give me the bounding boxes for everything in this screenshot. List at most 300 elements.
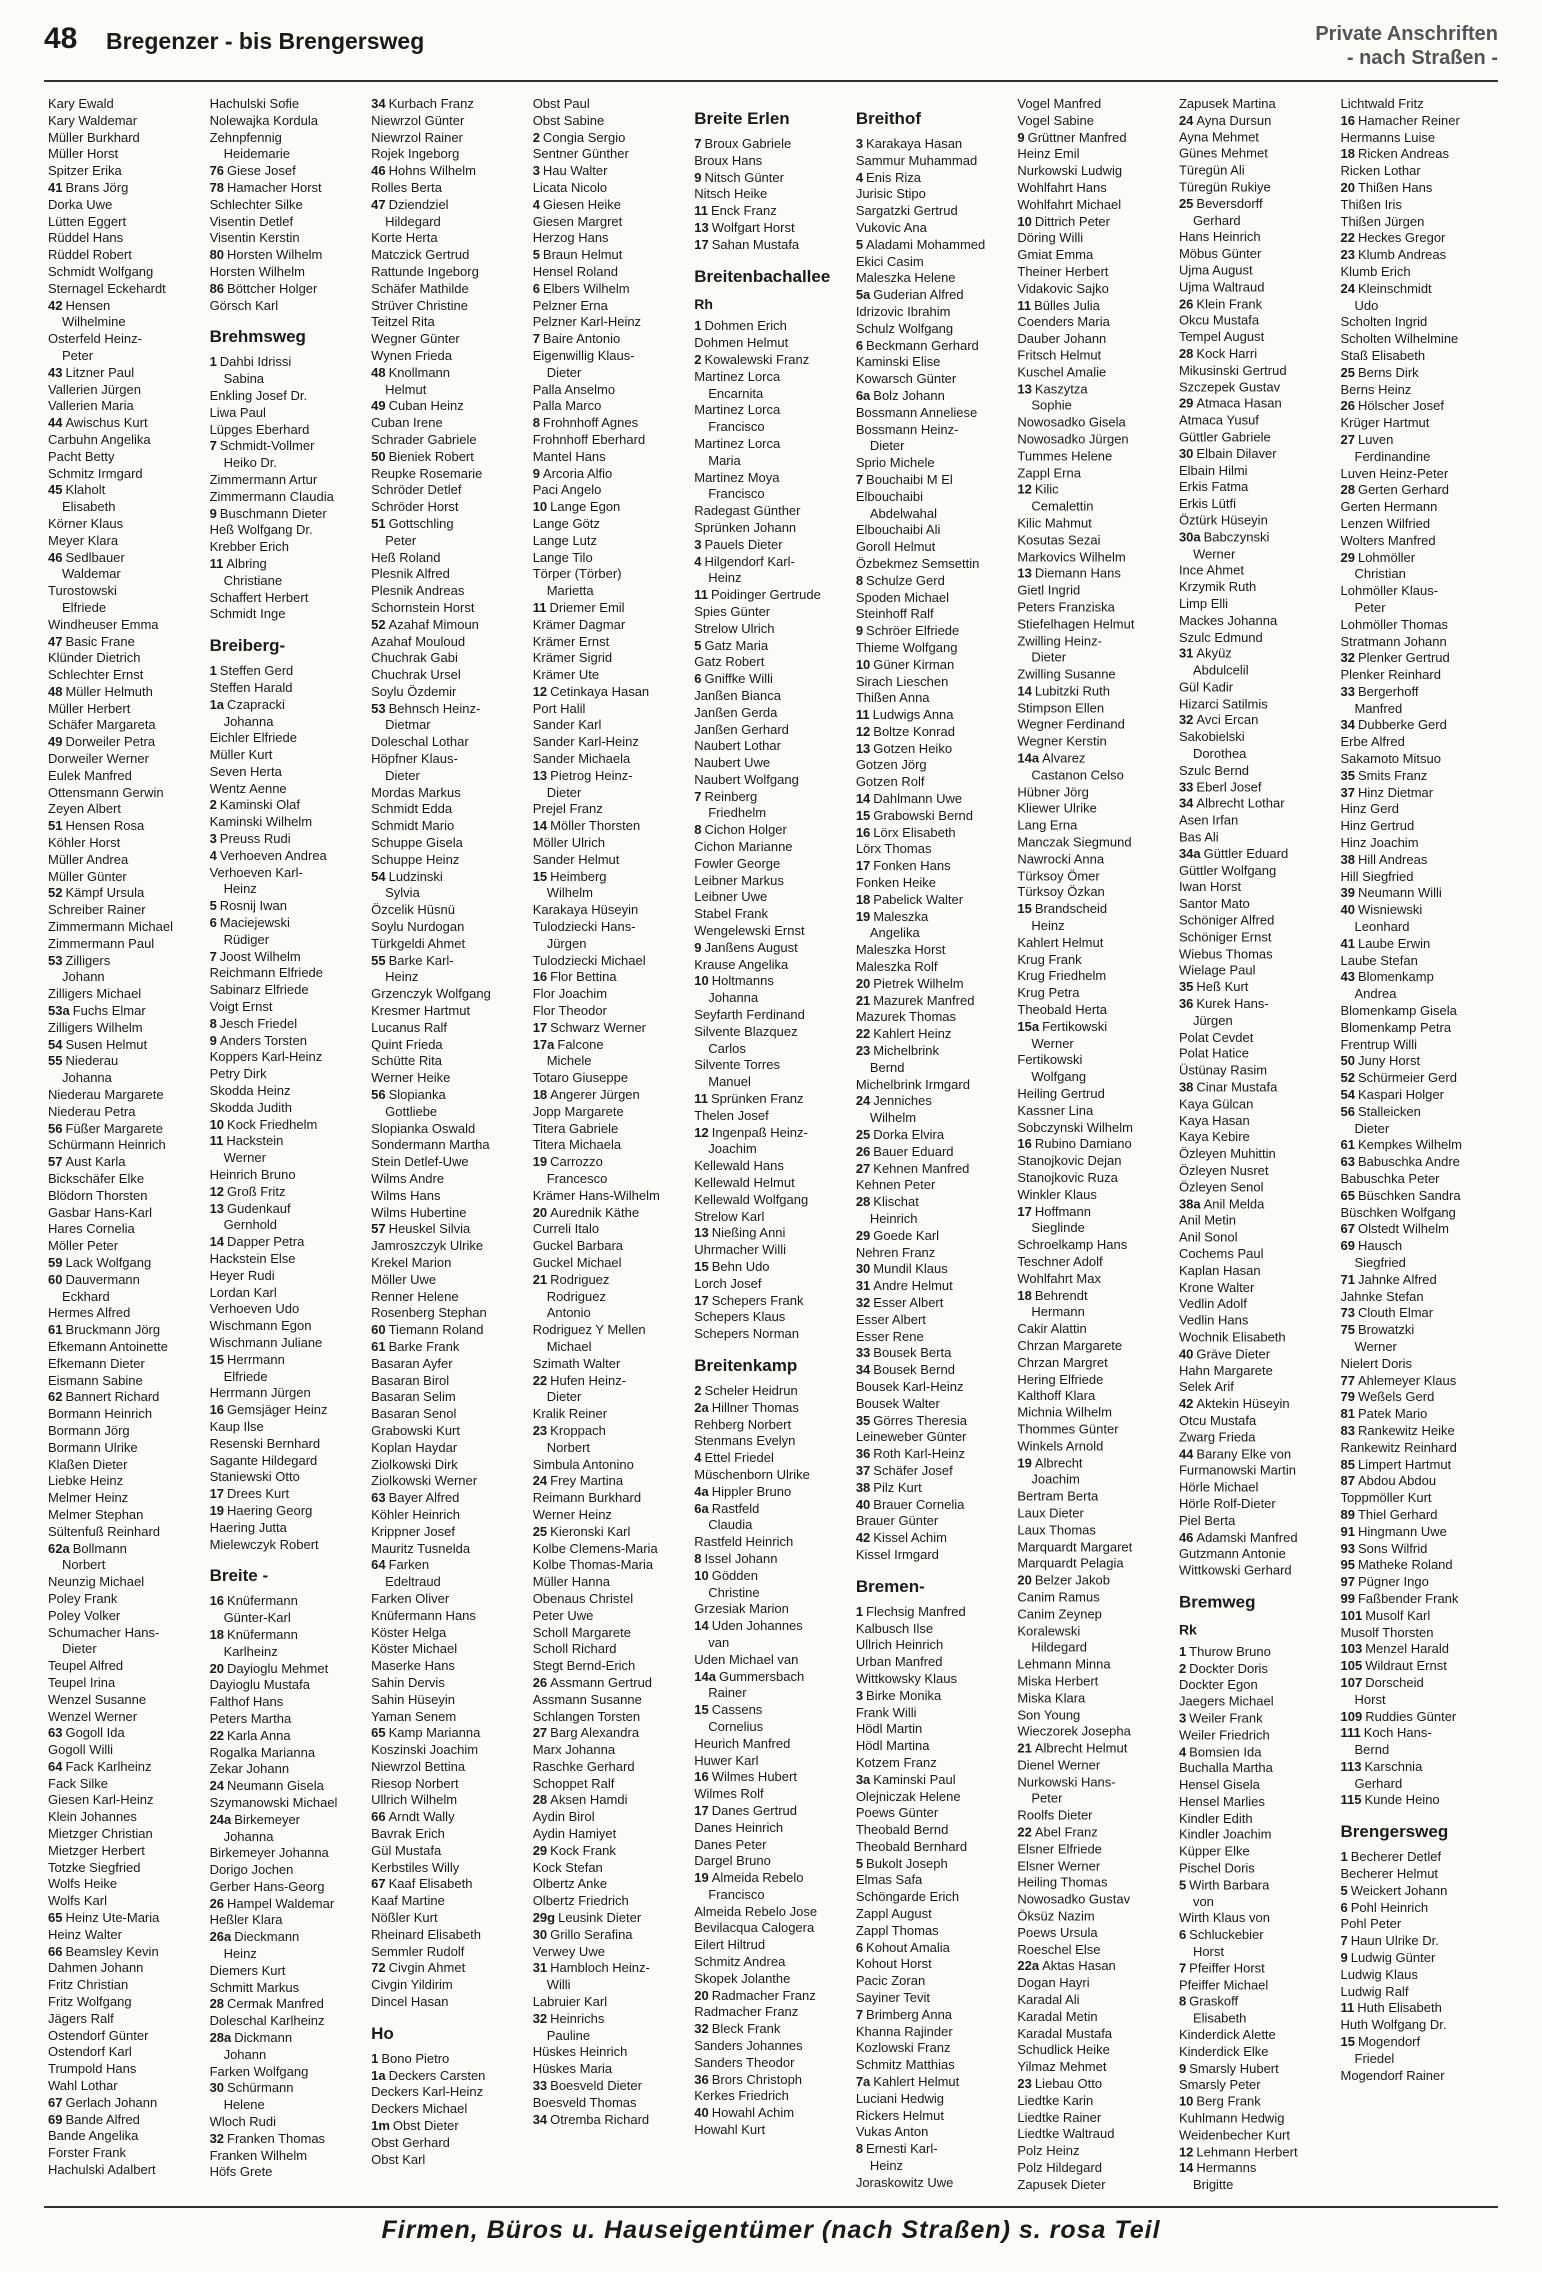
directory-entry: Canim Zeynep — [1017, 1606, 1102, 1622]
house-number: 34a — [1178, 846, 1201, 862]
house-number: 8 — [1178, 1993, 1187, 2009]
directory-entry: 55 Niederau — [48, 1053, 119, 1069]
directory-entry: Kerkes Friedrich — [694, 2088, 789, 2104]
directory-entry: Özleyen Nusret — [1178, 1162, 1269, 1178]
directory-entry: 17 Sahan Mustafa — [694, 236, 800, 252]
house-number: 97 — [1340, 1574, 1355, 1590]
directory-entry: Schütte Rita — [371, 1053, 442, 1069]
directory-entry: Schmitt Markus — [209, 1979, 300, 1995]
house-number: 45 — [48, 482, 63, 498]
directory-entry: Bormann Heinrich — [48, 1406, 153, 1422]
directory-entry: Wielage Paul — [1178, 962, 1256, 978]
directory-entry: 20 Radmacher Franz — [694, 1987, 816, 2003]
directory-entry: Erkis Lütfi — [1178, 496, 1237, 511]
directory-entry: 3a Kaminski Paul — [855, 1771, 956, 1787]
house-number: 47 — [48, 633, 63, 649]
directory-entry: 65 Kamp Marianna — [371, 1725, 481, 1741]
directory-entry: Janßen Gerda — [694, 704, 778, 720]
directory-entry: Osterfeld Heinz- — [48, 331, 142, 347]
directory-entry: Mauritz Tusnelda — [371, 1540, 471, 1556]
directory-entry: 3 Pauels Dieter — [694, 536, 783, 552]
house-number: 48 — [48, 683, 63, 699]
directory-entry: Strüver Christine — [371, 297, 468, 313]
directory-entry: Kralik Reiner — [532, 1406, 608, 1422]
directory-entry: 47 Basic Frane — [48, 633, 135, 649]
directory-entry: Chrzan Margarete — [1017, 1337, 1123, 1353]
entry-continuation: Francisco — [708, 419, 765, 435]
house-number: 10 — [694, 1567, 709, 1583]
house-number: 40 — [1340, 902, 1355, 918]
house-number: 63 — [1340, 1154, 1355, 1170]
directory-entry: Schöngarde Erich — [855, 1889, 960, 1905]
house-number: 24 — [209, 1778, 225, 1794]
directory-entry: 20 Aurednik Käthe — [532, 1204, 640, 1220]
house-number: 48 — [371, 364, 386, 380]
directory-entry: 76 Giese Josef — [209, 163, 296, 179]
directory-entry: Koszinski Joachim — [371, 1742, 479, 1758]
directory-entry: Zimmermann Michael — [48, 919, 173, 935]
directory-entry: Hermanns Luise — [1340, 129, 1436, 145]
directory-entry: 17 Fonken Hans — [855, 858, 951, 874]
entry-continuation: Manuel — [708, 1074, 751, 1090]
directory-entry: Thißen Anna — [855, 690, 930, 706]
directory-entry: 1 Becherer Detlef — [1340, 1849, 1442, 1865]
directory-entry: Scholl Richard — [532, 1641, 617, 1657]
directory-entry: Becherer Helmut — [1340, 1866, 1439, 1882]
house-number: 28a — [209, 2030, 232, 2046]
directory-entry: Atmaca Yusuf — [1178, 412, 1259, 428]
directory-entry: 47 Dziendziel — [371, 196, 449, 212]
house-number: 16 — [694, 1769, 709, 1785]
house-number: 30a — [1178, 529, 1201, 545]
directory-entry: Teschner Adolf — [1017, 1253, 1103, 1269]
directory-entry: 33 Eberl Josef — [1178, 779, 1262, 795]
directory-entry: Schaffert Herbert — [209, 589, 309, 605]
directory-entry: Herrmann Jürgen — [209, 1385, 311, 1401]
directory-entry: 26 Hampel Waldemar — [209, 1895, 335, 1911]
entry-continuation: Wolfgang — [1031, 1069, 1087, 1085]
directory-entry: Heß Roland — [371, 549, 441, 565]
house-number: 36 — [694, 2071, 709, 2087]
house-number: 29 — [532, 1842, 548, 1858]
entry-continuation: Angelika — [869, 925, 920, 941]
directory-entry: 36 Brors Christoph — [694, 2071, 803, 2087]
entry-continuation: Peter — [1354, 599, 1386, 615]
house-number: 105 — [1340, 1658, 1363, 1674]
house-number: 17 — [532, 1019, 548, 1035]
house-number: 7 — [532, 331, 540, 347]
directory-entry: Vedlin Hans — [1178, 1312, 1249, 1328]
house-number: 5 — [694, 637, 702, 653]
directory-entry: 8 Ernesti Karl- — [855, 2141, 938, 2157]
directory-entry: Heinz Walter — [48, 1926, 122, 1942]
directory-entry: 62 Bannert Richard — [48, 1389, 160, 1405]
house-number: 4a — [694, 1483, 709, 1499]
directory-entry: Nolewajka Kordula — [209, 112, 318, 128]
directory-entry: Hensel Gisela — [1178, 1777, 1260, 1793]
entry-continuation: Marietta — [546, 583, 594, 599]
directory-entry: Pischel Doris — [1178, 1860, 1255, 1876]
house-number: 1a — [371, 2067, 386, 2083]
directory-entry: Sanders Theodor — [694, 2054, 795, 2070]
directory-entry: 14 Lubitzki Ruth — [1017, 683, 1110, 699]
directory-entry: Zimmermann Artur — [209, 471, 318, 487]
entry-continuation: Ferdinandine — [1354, 448, 1431, 464]
directory-entry: 73 Clouth Elmar — [1340, 1305, 1434, 1321]
house-number: 38 — [1340, 851, 1355, 867]
directory-entry: Piel Berta — [1178, 1512, 1236, 1528]
directory-column — [1013, 96, 1175, 2192]
directory-entry: Canim Ramus — [1017, 1589, 1100, 1605]
directory-entry: 1 Dahbi Idrissi — [209, 354, 292, 370]
directory-entry: 2a Hillner Thomas — [694, 1399, 799, 1415]
house-number: 23 — [1017, 2076, 1032, 2092]
directory-entry: 93 Sons Wilfrid — [1340, 1540, 1428, 1556]
directory-entry: 5a Guderian Alfred — [855, 287, 964, 303]
directory-entry: Heinrich Bruno — [209, 1167, 296, 1183]
directory-entry: Eilert Hiltrud — [694, 1937, 766, 1953]
entry-continuation: Wilhelmine — [62, 314, 126, 330]
house-number: 15 — [532, 868, 548, 884]
directory-entry: 34 Otremba Richard — [532, 2111, 650, 2127]
directory-entry: 19 Carrozzo — [532, 1154, 603, 1170]
directory-entry: Elbouchaibi Ali — [855, 522, 941, 538]
directory-entry: Schmidt Wolfgang — [48, 263, 154, 279]
entry-continuation: Heinz — [223, 881, 257, 897]
directory-entry: Seyfarth Ferdinand — [694, 1007, 805, 1023]
directory-entry: 19 Haering Georg — [209, 1502, 313, 1518]
directory-entry: 4 Verhoeven Andrea — [209, 847, 327, 863]
directory-entry: Miska Herbert — [1017, 1673, 1099, 1689]
directory-entry: Olbertz Friedrich — [532, 1893, 629, 1909]
directory-entry: Wenzel Susanne — [48, 1691, 147, 1707]
street-heading: Ho — [371, 2023, 394, 2043]
directory-entry: Werner Heike — [371, 1070, 451, 1086]
directory-entry: Müller Horst — [48, 146, 119, 162]
directory-entry: Schlechter Silke — [209, 196, 303, 212]
directory-entry: 67 Kaaf Elisabeth — [371, 1876, 473, 1892]
directory-column — [529, 96, 691, 2194]
directory-entry: 22a Aktas Hasan — [1017, 1958, 1116, 1974]
house-number: 15a — [1017, 1018, 1040, 1034]
house-number: 20 — [532, 1204, 548, 1220]
directory-entry: Korte Herta — [371, 230, 438, 246]
directory-entry: Dauber Johann — [1017, 330, 1107, 346]
house-number: 4 — [1178, 1743, 1187, 1759]
directory-entry: 23 Klumb Andreas — [1340, 247, 1447, 263]
directory-entry: Doleschal Lothar — [371, 734, 469, 750]
page-title: Bregenzer - bis Brengersweg — [106, 28, 425, 54]
directory-entry: Fertikowski — [1017, 1052, 1083, 1068]
directory-entry: Hares Cornelia — [48, 1221, 135, 1237]
directory-entry: Manczak Siegmund — [1017, 834, 1132, 850]
directory-entry: Ince Ahmet — [1178, 562, 1244, 578]
directory-entry: Klein Johannes — [48, 1809, 137, 1825]
house-number: 32 — [1178, 712, 1194, 728]
directory-entry: 21 Rodriguez — [532, 1271, 610, 1287]
directory-entry: Wenzel Werner — [48, 1708, 138, 1724]
directory-entry: 64 Farken — [371, 1557, 430, 1573]
house-number: 18 — [209, 1626, 225, 1642]
house-number: 54 — [48, 1036, 63, 1052]
directory-entry: Mietzger Herbert — [48, 1842, 145, 1858]
house-number: 71 — [1340, 1271, 1355, 1287]
house-number: 25 — [1178, 196, 1194, 211]
directory-entry: Franken Wilhelm — [209, 2147, 308, 2163]
directory-entry: Kehnen Peter — [855, 1177, 936, 1193]
house-number: 26 — [1340, 398, 1355, 414]
directory-entry: 1m Obst Dieter — [371, 2118, 459, 2134]
directory-entry: Hensel Roland — [532, 263, 618, 279]
directory-entry: Günes Mehmet — [1178, 146, 1268, 161]
directory-entry: Kock Stefan — [532, 1859, 603, 1875]
directory-entry: Knüfermann Hans — [371, 1607, 476, 1623]
directory-entry: Klünder Dietrich — [48, 650, 141, 666]
directory-entry: Szulc Bernd — [1178, 762, 1250, 778]
directory-entry: Aydin Birol — [532, 1809, 595, 1825]
directory-entry: Körner Klaus — [48, 515, 124, 531]
directory-entry: Yilmaz Mehmet — [1017, 2059, 1107, 2075]
directory-entry: Falthof Hans — [209, 1694, 284, 1710]
directory-entry: Spies Günter — [694, 603, 771, 619]
directory-entry: Schmidt Mario — [371, 818, 455, 834]
house-number: 81 — [1340, 1406, 1355, 1422]
directory-entry: Obst Karl — [371, 2151, 426, 2167]
house-number: 44 — [48, 415, 63, 431]
directory-entry: Leineweber Günter — [855, 1429, 967, 1445]
directory-entry: Petry Dirk — [209, 1066, 267, 1082]
directory-entry: 13 Diemann Hans — [1017, 565, 1121, 581]
directory-entry: Michnia Wilhelm — [1017, 1404, 1113, 1420]
directory-entry: 52 Kämpf Ursula — [48, 885, 145, 901]
entry-continuation: Christine — [708, 1584, 760, 1600]
directory-entry: 1 Dohmen Erich — [694, 318, 787, 334]
directory-entry: 29 Goede Karl — [855, 1227, 940, 1243]
house-number: 24 — [1178, 112, 1194, 128]
directory-entry: 18 Knüfermann — [209, 1626, 298, 1642]
directory-entry: Mazurek Thomas — [855, 1009, 956, 1025]
directory-entry: 7 Joost Wilhelm — [209, 948, 301, 964]
directory-entry: Labruier Karl — [532, 1994, 608, 2010]
entry-continuation: Gottliebe — [385, 1103, 438, 1119]
directory-entry: 9 Buschmann Dieter — [209, 505, 327, 521]
directory-entry: Stratmann Johann — [1340, 633, 1447, 649]
directory-entry: Eulek Manfred — [48, 767, 132, 783]
entry-continuation: Heinz — [708, 570, 742, 586]
entry-continuation: Friedhelm — [708, 805, 767, 821]
directory-entry: 27 Kehnen Manfred — [855, 1160, 970, 1176]
directory-entry: Basaran Birol — [371, 1372, 450, 1388]
directory-entry: Olejniczak Helene — [855, 1788, 961, 1804]
directory-entry: Krämer Ute — [532, 667, 600, 683]
page-header — [44, 22, 1498, 78]
directory-entry: Roolfs Dieter — [1017, 1807, 1093, 1823]
directory-entry: Huwer Karl — [694, 1752, 759, 1768]
directory-entry: 11 Enck Franz — [694, 203, 777, 219]
directory-entry: 17a Falcone — [532, 1036, 604, 1052]
house-number: 35 — [1340, 767, 1355, 783]
directory-entry: Skodda Judith — [209, 1099, 292, 1115]
directory-entry: 32 Heinrichs — [532, 2010, 605, 2026]
entry-continuation: Hildegard — [385, 213, 441, 229]
directory-entry: Gül Mustafa — [371, 1842, 442, 1858]
house-number: 24 — [1340, 280, 1355, 296]
house-number: 10 — [855, 656, 871, 672]
house-number: 17 — [694, 236, 709, 252]
directory-entry: Coenders Maria — [1017, 314, 1110, 330]
directory-entry: 9 Smarsly Hubert — [1178, 2060, 1279, 2076]
house-number: 12 — [694, 1124, 709, 1140]
directory-entry: Deckers Michael — [371, 2101, 468, 2117]
house-number: 72 — [371, 1960, 386, 1976]
directory-entry: Guckel Barbara — [532, 1238, 624, 1254]
directory-entry: Fack Silke — [48, 1775, 108, 1791]
house-number: 15 — [1340, 2034, 1355, 2050]
directory-entry: Rastfeld Heinrich — [694, 1534, 794, 1550]
house-number: 66 — [371, 1809, 386, 1825]
directory-entry: 41 Brans Jörg — [48, 179, 129, 195]
directory-entry: 5 Braun Helmut — [532, 247, 623, 263]
directory-entry: Skodda Heinz — [209, 1083, 291, 1099]
house-number: 11 — [209, 555, 224, 571]
directory-entry: Werner Heinz — [532, 1506, 612, 1522]
house-number: 24 — [855, 1093, 871, 1109]
directory-entry: Gotzen Rolf — [855, 774, 925, 790]
directory-entry: Türksoy Özkan — [1017, 884, 1105, 900]
directory-entry: Stegt Bernd-Erich — [532, 1658, 636, 1674]
directory-entry: Schoppet Ralf — [532, 1775, 615, 1791]
house-number: 89 — [1340, 1506, 1355, 1522]
directory-entry: Winkler Klaus — [1017, 1186, 1097, 1202]
directory-entry: 11 Huth Elisabeth — [1340, 2000, 1442, 2016]
directory-entry: Hachulski Adalbert — [48, 2162, 156, 2178]
house-number: 59 — [48, 1254, 63, 1270]
house-number: 7 — [1340, 1933, 1348, 1949]
house-number: 69 — [1340, 1238, 1355, 1254]
directory-entry: 10 Holtmanns — [694, 973, 774, 989]
entry-continuation: Werner — [1192, 546, 1236, 561]
directory-entry: Ullrich Wilhelm — [371, 1792, 458, 1808]
directory-entry: Üstünay Rasim — [1178, 1062, 1268, 1078]
house-number: 37 — [1340, 784, 1355, 800]
directory-entry: 11 Bülles Julia — [1017, 297, 1100, 313]
directory-entry: Santor Mato — [1178, 896, 1250, 912]
directory-entry: Windheuser Emma — [48, 616, 159, 632]
directory-entry: Ostendorf Günter — [48, 2027, 149, 2043]
directory-entry: Aydin Hamiyet — [532, 1826, 617, 1842]
directory-entry: Verhoeven Karl- — [209, 864, 303, 880]
house-number: 19 — [694, 1870, 709, 1886]
directory-entry: 5 Aladami Mohammed — [855, 236, 986, 252]
house-number: 69 — [48, 2111, 63, 2127]
entry-continuation: Norbert — [546, 1439, 591, 1455]
directory-entry: Radegast Günther — [694, 503, 801, 519]
directory-entry: 3 Preuss Rudi — [209, 831, 291, 847]
directory-entry: Wirth Klaus von — [1178, 1910, 1270, 1926]
house-number: 3 — [694, 536, 702, 552]
house-number: 46 — [48, 549, 63, 565]
house-number: 33 — [532, 2078, 548, 2094]
house-number: 14 — [1178, 2160, 1194, 2176]
directory-entry: Luven Heinz-Peter — [1340, 465, 1449, 481]
directory-entry: Dogan Hayri — [1017, 1975, 1090, 1991]
directory-entry: Niewrzol Günter — [371, 112, 465, 128]
directory-entry: Uhrmacher Willi — [694, 1242, 786, 1258]
directory-entry: 1 Flechsig Manfred — [855, 1603, 966, 1619]
directory-entry: Hödl Martin — [855, 1721, 923, 1737]
directory-entry: 49 Cuban Heinz — [371, 398, 464, 414]
entry-continuation: Pauline — [546, 2027, 591, 2043]
directory-entry: Basaran Selim — [371, 1389, 456, 1405]
directory-entry: Staß Elisabeth — [1340, 347, 1426, 363]
house-number: 54 — [371, 868, 386, 884]
house-number: 4 — [855, 169, 864, 185]
directory-entry: Schäfer Margareta — [48, 717, 156, 733]
entry-continuation: Wilhelm — [546, 885, 593, 901]
directory-entry: Kaminski Elise — [855, 354, 941, 370]
directory-entry: Müller Burkhard — [48, 129, 140, 145]
directory-entry: Kaaf Martine — [371, 1893, 445, 1909]
directory-entry: 105 Wildraut Ernst — [1340, 1658, 1447, 1674]
directory-entry: 60 Dauvermann — [48, 1271, 140, 1287]
directory-entry: Müller Hanna — [532, 1574, 611, 1590]
footer-note: Firmen, Büros u. Hauseigentümer (nach Straßen) s. rosa Teil — [44, 2206, 1498, 2245]
house-number: 39 — [1340, 885, 1355, 901]
directory-entry: Lange Götz — [532, 515, 600, 531]
directory-entry: 28 Cermak Manfred — [209, 1996, 324, 2012]
directory-entry: Mietzger Christian — [48, 1826, 153, 1842]
entry-continuation: Joachim — [1031, 1472, 1080, 1488]
directory-entry: Kresmer Hartmut — [371, 1003, 471, 1019]
house-number: 6 — [694, 671, 702, 687]
house-number: 9 — [209, 505, 217, 521]
directory-entry: Laux Dieter — [1017, 1505, 1084, 1521]
directory-entry: Sargatzki Gertrud — [855, 203, 958, 219]
house-number: 15 — [1017, 901, 1032, 917]
house-number: 7 — [855, 2006, 864, 2022]
house-number: 15 — [855, 807, 871, 823]
directory-entry: 55 Barke Karl- — [371, 952, 454, 968]
directory-entry: Rogalka Marianna — [209, 1744, 316, 1760]
entry-continuation: Joachim — [708, 1141, 757, 1157]
directory-entry: 34 Albrecht Lothar — [1178, 796, 1285, 812]
house-number: 7 — [209, 948, 217, 964]
house-number: 111 — [1340, 1725, 1361, 1741]
directory-entry: 43 Litzner Paul — [48, 364, 135, 380]
directory-entry: Efkemann Dieter — [48, 1355, 145, 1371]
directory-entry: 40 Gräve Dieter — [1178, 1346, 1271, 1362]
house-number: 25 — [855, 1127, 871, 1143]
directory-entry: Raschke Gerhard — [532, 1758, 635, 1774]
house-number: 6 — [855, 1939, 864, 1955]
directory-entry: Klaßen Dieter — [48, 1456, 128, 1472]
house-number: 22 — [532, 1372, 548, 1388]
entry-continuation: Elfriede — [62, 599, 107, 615]
directory-entry: 33 Bousek Berta — [855, 1345, 952, 1361]
directory-entry: Kaup Ilse — [209, 1418, 264, 1434]
directory-entry: 38 Pilz Kurt — [855, 1479, 922, 1495]
house-number: 6 — [209, 915, 217, 931]
directory-entry: Heinz Emil — [1017, 146, 1080, 162]
house-number: 18 — [855, 891, 871, 907]
house-number: 40 — [694, 2105, 709, 2121]
directory-entry: Wieczorek Josepha — [1017, 1723, 1131, 1739]
directory-entry: Kary Waldemar — [48, 112, 138, 128]
directory-entry: Stenmans Evelyn — [694, 1433, 796, 1449]
street-heading: Bremen- — [855, 1576, 925, 1596]
house-number: 5 — [1178, 1877, 1187, 1893]
directory-entry: Weidenbecher Kurt — [1178, 2127, 1290, 2143]
